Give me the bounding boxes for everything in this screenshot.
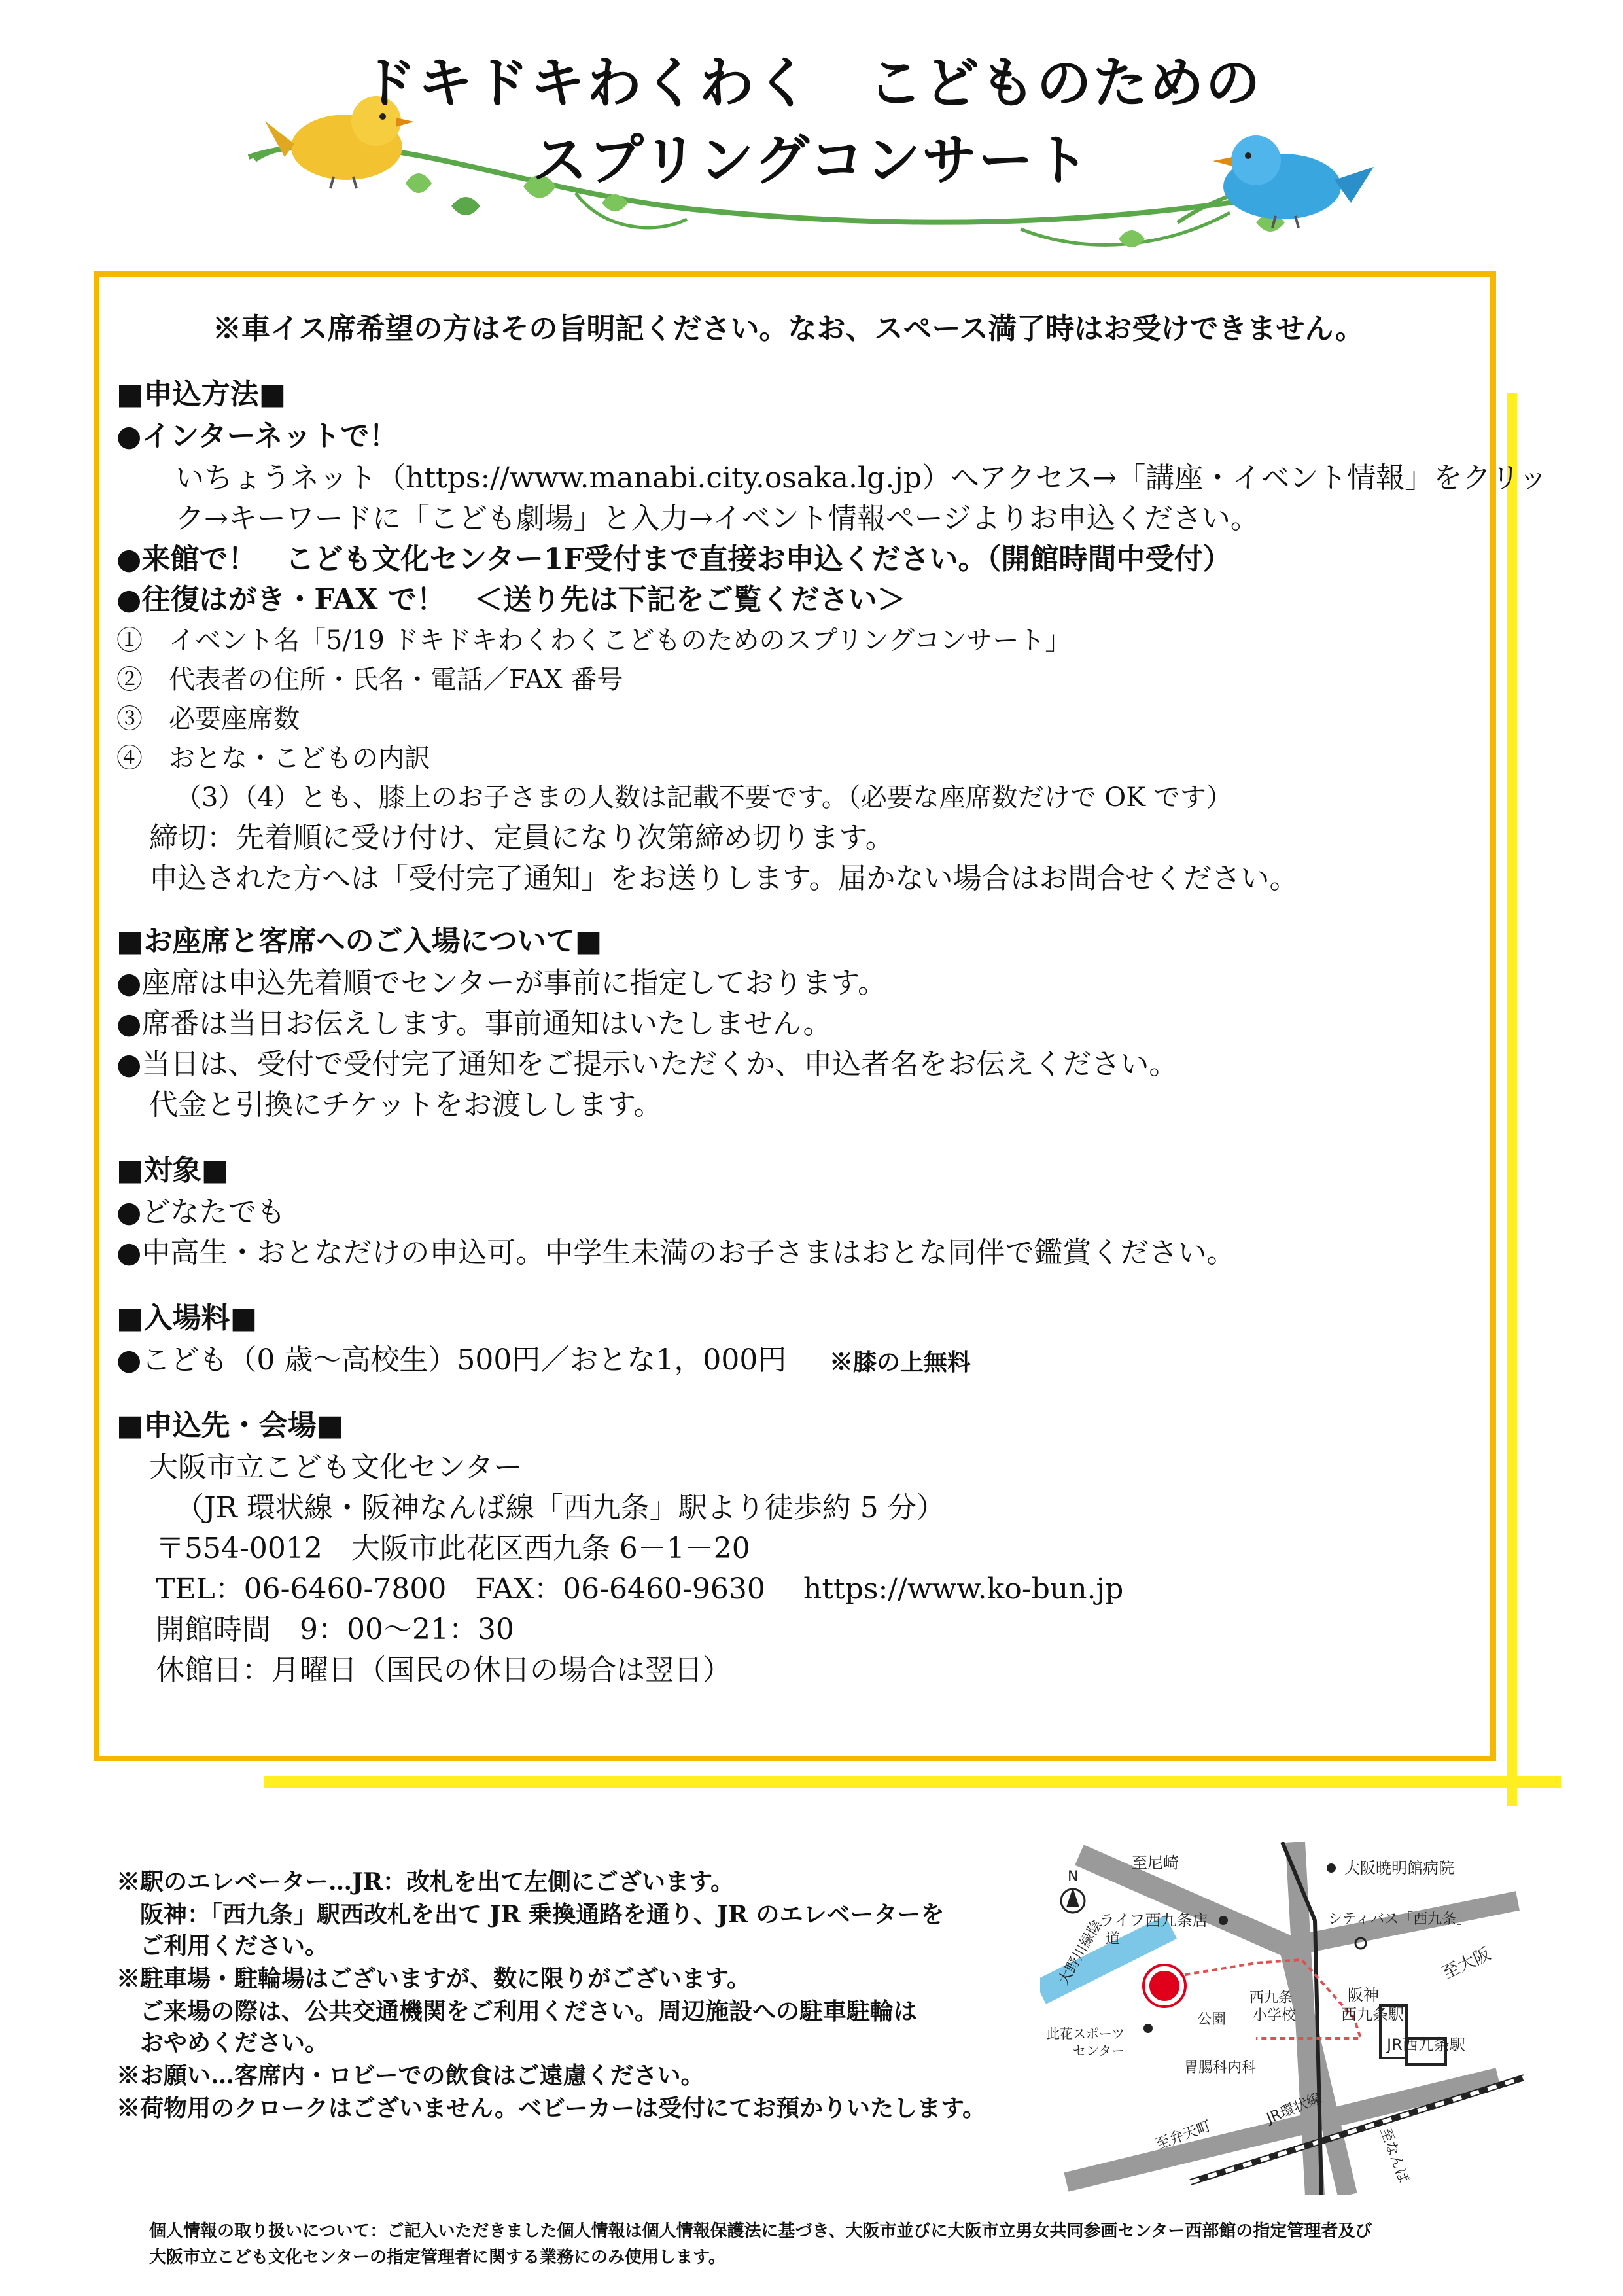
map-citybus: シティバス「西九条」 — [1328, 1911, 1471, 1928]
map-to-amagasaki: 至尼崎 — [1132, 1854, 1179, 1872]
venue-name: 大阪市立こども文化センター — [149, 1451, 523, 1484]
apply-visit: ●来館で！ こども文化センター1F受付まで直接お申込ください。（開館時間中受付） — [116, 542, 1232, 576]
decorative-yellow-line-vertical — [1507, 393, 1517, 1806]
apply-heading: ■申込方法■ — [116, 378, 287, 411]
venue-website-link[interactable]: https://www.ko-bun.jp — [803, 1572, 1124, 1606]
map-road-label-2: 道 — [1106, 1931, 1121, 1947]
venue-access: （JR 環状線・阪神なんば線「西九条」駅より徒歩約 5 分） — [175, 1491, 945, 1525]
target-heading: ■対象■ — [116, 1154, 229, 1187]
venue-tel-fax: TEL：06-6460-7800 FAX：06-6460-9630 — [156, 1572, 765, 1606]
map-hanshin-station-2: 西九条駅 — [1341, 2005, 1404, 2024]
privacy-line-1: 個人情報の取り扱いについて：ご記入いただきました個人情報は個人情報保護法に基づき、大阪市並びに大阪市立男女共同参画センター西部館の指定管理者及び — [149, 2221, 1372, 2241]
seating-line-3: ●当日は、受付で受付完了通知をご提示いただくか、申込者名をお伝えください。 — [116, 1048, 1178, 1081]
seating-line-1: ●座席は申込先着順でセンターが事前に指定しております。 — [116, 966, 887, 1000]
map-road-label: 大野川緑陰 — [1055, 1917, 1106, 1988]
event-title-line1: ドキドキわくわく こどものための — [361, 51, 1262, 115]
decorative-yellow-line-horizontal — [264, 1776, 1561, 1788]
seating-line-4: 代金と引換にチケットをお渡しします。 — [149, 1088, 663, 1122]
map-hanshin-station: 阪神 — [1348, 1986, 1379, 2004]
map-life-store: ライフ西九条店 — [1099, 1911, 1208, 1930]
seating-line-2: ●席番は当日お伝えします。事前通知はいたしません。 — [116, 1007, 832, 1040]
map-school: 西九条 — [1249, 1990, 1293, 2006]
privacy-line-2: 大阪市立こども文化センターの指定管理者に関する業務にのみ使用します。 — [149, 2248, 725, 2267]
fee-heading: ■入場料■ — [116, 1301, 258, 1335]
apply-item-3: ③ 必要座席数 — [116, 704, 300, 734]
map-to-bentencho: 至弁天町 — [1153, 2118, 1213, 2153]
target-line-2: ●中高生・おとなだけの申込可。中学生未満のお子さまはおとな同伴で鑑賞ください。 — [116, 1236, 1236, 1269]
fee-line: ●こども（0 歳～高校生）500円／おとな1，000円 — [116, 1343, 787, 1377]
venue-heading: ■申込先・会場■ — [116, 1409, 344, 1442]
seating-heading: ■お座席と客席へのご入場について■ — [116, 925, 602, 958]
map-clinic: 胃腸科内科 — [1184, 2060, 1257, 2076]
fee-note: ※膝の上無料 — [829, 1349, 971, 1376]
apply-note-confirmation: 申込された方へは「受付完了通知」をお送りします。届かない場合はお問合せください。 — [149, 862, 1299, 895]
venue-address: 〒554-0012 大阪市此花区西九条 6－1－20 — [156, 1532, 750, 1565]
footnote-elevator: ※駅のエレベーター…JR：改札を出て左側にございます。 — [116, 1868, 735, 1896]
access-map — [1040, 1842, 1524, 2195]
map-hospital: 大阪暁明館病院 — [1344, 1859, 1454, 1877]
map-sports-center: 此花スポーツ — [1047, 2026, 1125, 2041]
map-to-osaka: 至大阪 — [1439, 1944, 1494, 1984]
target-line-1: ●どなたでも — [116, 1195, 286, 1229]
footnote-no-parking: おやめください。 — [116, 2029, 329, 2057]
map-jr-station: JR西九条駅 — [1387, 2036, 1465, 2054]
map-north-label: N — [1068, 1869, 1079, 1885]
wheelchair-notice: ※車イス席希望の方はその旨明記ください。なお、スペース満了時はお受けできません。 — [213, 312, 1364, 345]
footnote-elevator-hanshin: 阪神：「西九条」駅西改札を出て JR 乗換通路を通り、JR のエレベーターを — [116, 1901, 945, 1928]
footnote-transport: ご来場の際は、公共交通機関をご利用ください。周辺施設への駐車駐輪は — [116, 1998, 918, 2025]
apply-note-seats: （3）（4）とも、膝上のお子さまの人数は記載不要です。（必要な座席数だけで OK です） — [175, 783, 1232, 813]
map-school-2: 小学校 — [1253, 2007, 1297, 2024]
apply-mail-heading: ●往復はがき・FAX で！ ＜送り先は下記をご覧ください＞ — [116, 583, 906, 616]
venue-closed-days: 休館日：月曜日（国民の休日の場合は翌日） — [156, 1653, 731, 1687]
apply-item-1: ① イベント名「5/19 ドキドキわくわくこどものためのスプリングコンサート」 — [116, 626, 1072, 656]
map-sports-center-2: センター — [1073, 2043, 1125, 2058]
footnote-parking: ※駐車場・駐輪場はございますが、数に限りがございます。 — [116, 1965, 751, 1992]
map-jr-loop: JR環状線 — [1264, 2090, 1324, 2127]
apply-internet-line1: いちょうネット（https://www.manabi.city.osaka.lg.jp）へアクセス→「講座・イベント情報」をクリッ — [175, 461, 1548, 495]
venue-hours: 開館時間 9：00～21：30 — [156, 1613, 514, 1646]
map-to-namba: 至なんば — [1376, 2125, 1412, 2185]
event-title-line2: スプリングコンサート — [532, 128, 1091, 192]
apply-internet-heading: ●インターネットで！ — [116, 419, 398, 453]
apply-item-2: ② 代表者の住所・氏名・電話／FAX 番号 — [116, 665, 623, 695]
footnote-elevator-use: ご利用ください。 — [116, 1932, 329, 1960]
footnote-cloak: ※荷物用のクロークはございません。ベビーカーは受付にてお預かりいたします。 — [116, 2094, 986, 2122]
apply-note-deadline: 締切：先着順に受け付け、定員になり次第締め切ります。 — [149, 821, 894, 855]
apply-internet-line2: ク→キーワードに「こども劇場」と入力→イベント情報ページよりお申込ください。 — [175, 502, 1259, 535]
apply-item-4: ④ おとな・こどもの内訳 — [116, 743, 430, 773]
map-park: 公園 — [1197, 2011, 1227, 2028]
footnote-food: ※お願い…客席内・ロビーでの飲食はご遠慮ください。 — [116, 2062, 705, 2089]
